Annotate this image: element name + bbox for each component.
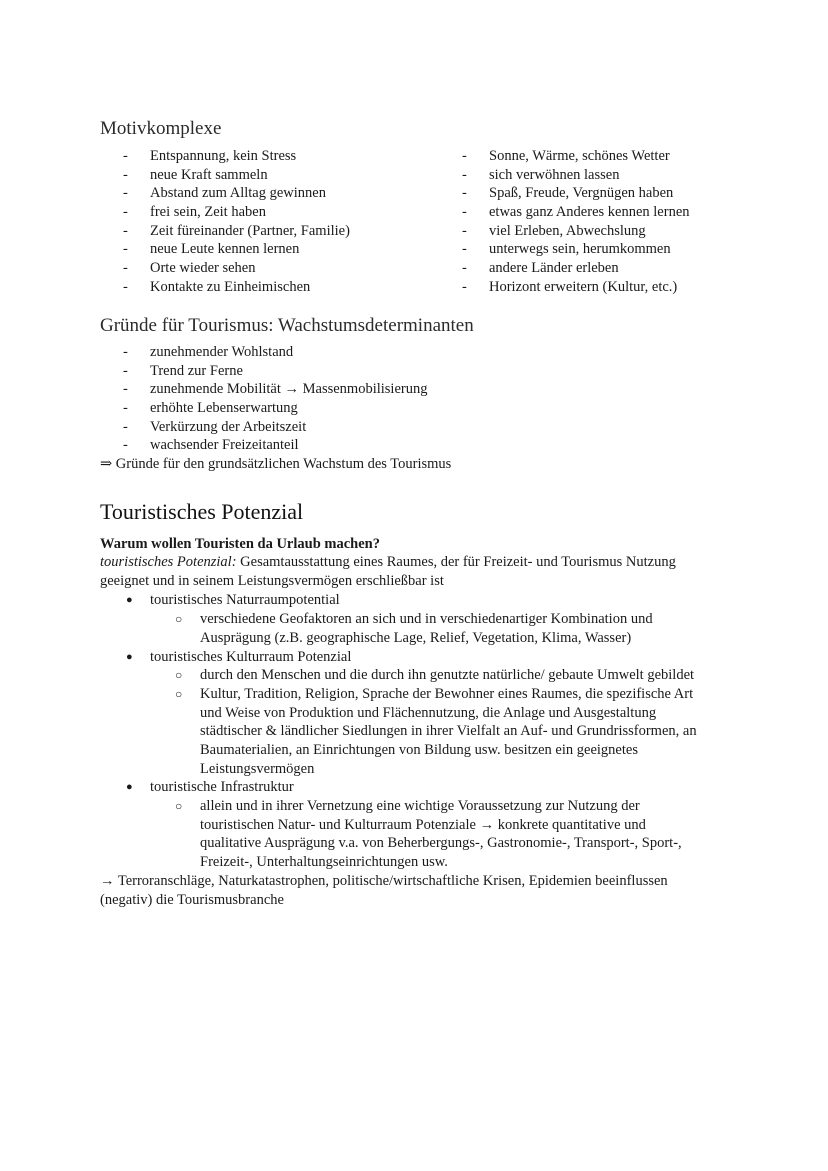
- dash-bullet: -: [123, 344, 128, 360]
- circle-bullet: ○: [175, 668, 183, 682]
- bullet-dot: ●: [126, 594, 133, 606]
- dash-bullet: -: [123, 418, 128, 435]
- dash-bullet: -: [123, 222, 128, 239]
- section-title-touristisches-potenzial: Touristisches Potenzial: [100, 499, 304, 524]
- sub-item-text: und Weise von Produktion und Flächennutzung, die Anlage und Ausgestaltung: [200, 705, 657, 721]
- dash-bullet: -: [123, 241, 128, 258]
- dash-bullet: -: [462, 278, 467, 295]
- definition-term: touristisches Potenzial:: [100, 554, 237, 570]
- dash-bullet: -: [123, 260, 128, 277]
- sub-item-text: Ausprägung (z.B. geographische Lage, Relief, Vegetation, Klima, Wasser): [200, 630, 632, 646]
- circle-bullet: ○: [175, 799, 183, 813]
- bullet-infrastruktur: touristische Infrastruktur: [150, 779, 294, 795]
- sub-item-text: Kultur, Tradition, Religion, Sprache der Bewohner eines Raumes, die spezifische Art: [200, 686, 694, 702]
- question-heading: Warum wollen Touristen da Urlaub machen?: [100, 536, 380, 552]
- sub-item-text: Freizeit-, Unterhaltungseinrichtungen usw.: [200, 854, 448, 870]
- dash-bullet: -: [123, 185, 128, 202]
- sub-item-text: verschiedene Geofaktoren an sich und in verschiedenartiger Kombination und: [200, 611, 653, 627]
- sub-item-text: allein und in ihrer Vernetzung eine wichtige Voraussetzung zur Nutzung der: [200, 798, 640, 814]
- dash-bullet: -: [462, 260, 467, 277]
- dash-bullet: -: [462, 148, 467, 164]
- section-title-wachstumsdeterminanten: Gründe für Tourismus: Wachstumsdeterminanten: [100, 315, 474, 336]
- dash-bullet: -: [123, 437, 128, 454]
- dash-bullet: -: [123, 400, 128, 417]
- definition-text: Gesamtausstattung eines Raumes, der für Freizeit- und Tourismus Nutzung: [236, 554, 676, 570]
- document-page: Motivkomplexe - Entspannung, kein Stress - neue Kraft sammeln - Abstand zum Alltag gewinnen - frei sein, Zeit haben - Zeit füreinander (Partner, Familie) - neue Leute kennen lernen - Orte wieder sehen - Kontakte zu Einheimischen - Sonne, Wärme, schönes Wetter - sich verwöhnen lassen - Spaß, Freude, Vergnügen haben - etwas ganz Anderes kennen lernen - viel Erleben, Abwechslung - unterwegs sein, herumkommen - andere Länder erleben - Horizont erweitern (Kultur, etc.) Gründe für Tourismus: Wachstumsdeterminanten - zunehmender Wohlstand - Trend zur Ferne - zunehmende Mobilität → Massenmobilisierung - erhöhte Lebenserwartung - Verkürzung der Arbeitszeit - wachsender Freizeitanteil ⇒ Gründe für den grundsätzlichen Wachstum des Tourismus Touristisches Potenzial Warum wollen Touristen da Urlaub machen? touristisches Potenzial: Gesamtausstattung eines Raumes, der für Freizeit- und Tourismus Nutzung geeignet und in seinem Leistungsvermögen erschließbar ist ● touristisches Naturraumpotential ○ verschiedene Geofaktoren an sich und in verschiedenartiger Kombination und Ausprägung (z.B. geographische Lage, Relief, Vegetation, Klima, Wasser) ● touristisches Kulturraum Potenzial ○ durch den Menschen und die durch ihn genutzte natürliche/ gebaute Umwelt gebildet ○ Kultur, Tradition, Religion, Sprache der Bewohner eines Raumes, die spezifische Art und Weise von Produktion und Flächennutzung, die Anlage und Ausgestaltung städtischer & ländlicher Siedlungen in ihrer Vielfalt an Auf- und Grundrissformen, an Baumaterialien, an Einrichtungen von Bildung usw. besitzen ein geeignetes Leistungsvermögen ● touristische Infrastruktur ○ allein und in ihrer Vernetzung eine wichtige Voraussetzung zur Nutzung der touristischen Natur- und Kulturraum Potenziale → konkrete quantitative und qualitative Ausprägung v.a. von Beherbergungs-, Gastronomie-, Transport-, Sport-, Freizeit-, Unterhaltungseinrichtungen usw. → Terroranschläge, Naturkatastrophen, politische/wirtschaftliche Krisen, Epidemien beeinflussen (negativ) die Tourismusbranche: [100, 118, 697, 908]
- dash-bullet: -: [123, 381, 128, 398]
- dash-bullet: -: [123, 166, 128, 183]
- sub-item-text: durch den Menschen und die durch ihn genutzte natürliche/ gebaute Umwelt gebildet: [200, 667, 695, 683]
- circle-bullet: ○: [175, 687, 183, 701]
- sub-item-text: Baumaterialien, an Einrichtungen von Bildung usw. besitzen ein geeignetes: [200, 742, 638, 758]
- dash-bullet: -: [123, 148, 128, 164]
- dash-bullet: -: [123, 278, 128, 295]
- bullet-naturraumpotential: touristisches Naturraumpotential: [150, 592, 340, 608]
- bullet-dot: ●: [126, 781, 133, 793]
- bullet-dot: ●: [126, 651, 133, 663]
- definition-line-1: [100, 553, 676, 572]
- dash-bullet: -: [462, 204, 467, 221]
- dash-bullet: -: [462, 166, 467, 183]
- bullet-kulturraum-potenzial: touristisches Kulturraum Potenzial: [150, 649, 352, 665]
- sub-item-text: städtischer & ländlicher Siedlungen in ihrer Vielfalt an Auf- und Grundrissformen, an: [200, 723, 697, 739]
- dash-bullet: -: [462, 222, 467, 239]
- growth-conclusion: ⇒ Gründe für den grundsätzlichen Wachstum des Tourismus: [100, 456, 452, 472]
- dash-bullet: -: [123, 362, 128, 379]
- sub-item-text: Leistungsvermögen: [200, 761, 315, 777]
- circle-bullet: ○: [175, 612, 183, 626]
- note-line-2: (negativ) die Tourismusbranche: [100, 892, 284, 908]
- dash-bullet: -: [123, 204, 128, 221]
- dash-bullet: -: [462, 241, 467, 258]
- definition-line-2: geeignet und in seinem Leistungsvermögen erschließbar ist: [100, 573, 444, 589]
- sub-item-text: touristischen Natur- und Kulturraum Potenziale → konkrete quantitative und: [200, 817, 646, 833]
- section-title-motivkomplexe: Motivkomplexe: [100, 118, 222, 139]
- note-line-1: → Terroranschläge, Naturkatastrophen, politische/wirtschaftliche Krisen, Epidemien beeinflussen: [100, 873, 668, 889]
- dash-bullet: -: [462, 185, 467, 202]
- sub-item-text: qualitative Ausprägung v.a. von Beherbergungs-, Gastronomie-, Transport-, Sport-,: [200, 835, 682, 851]
